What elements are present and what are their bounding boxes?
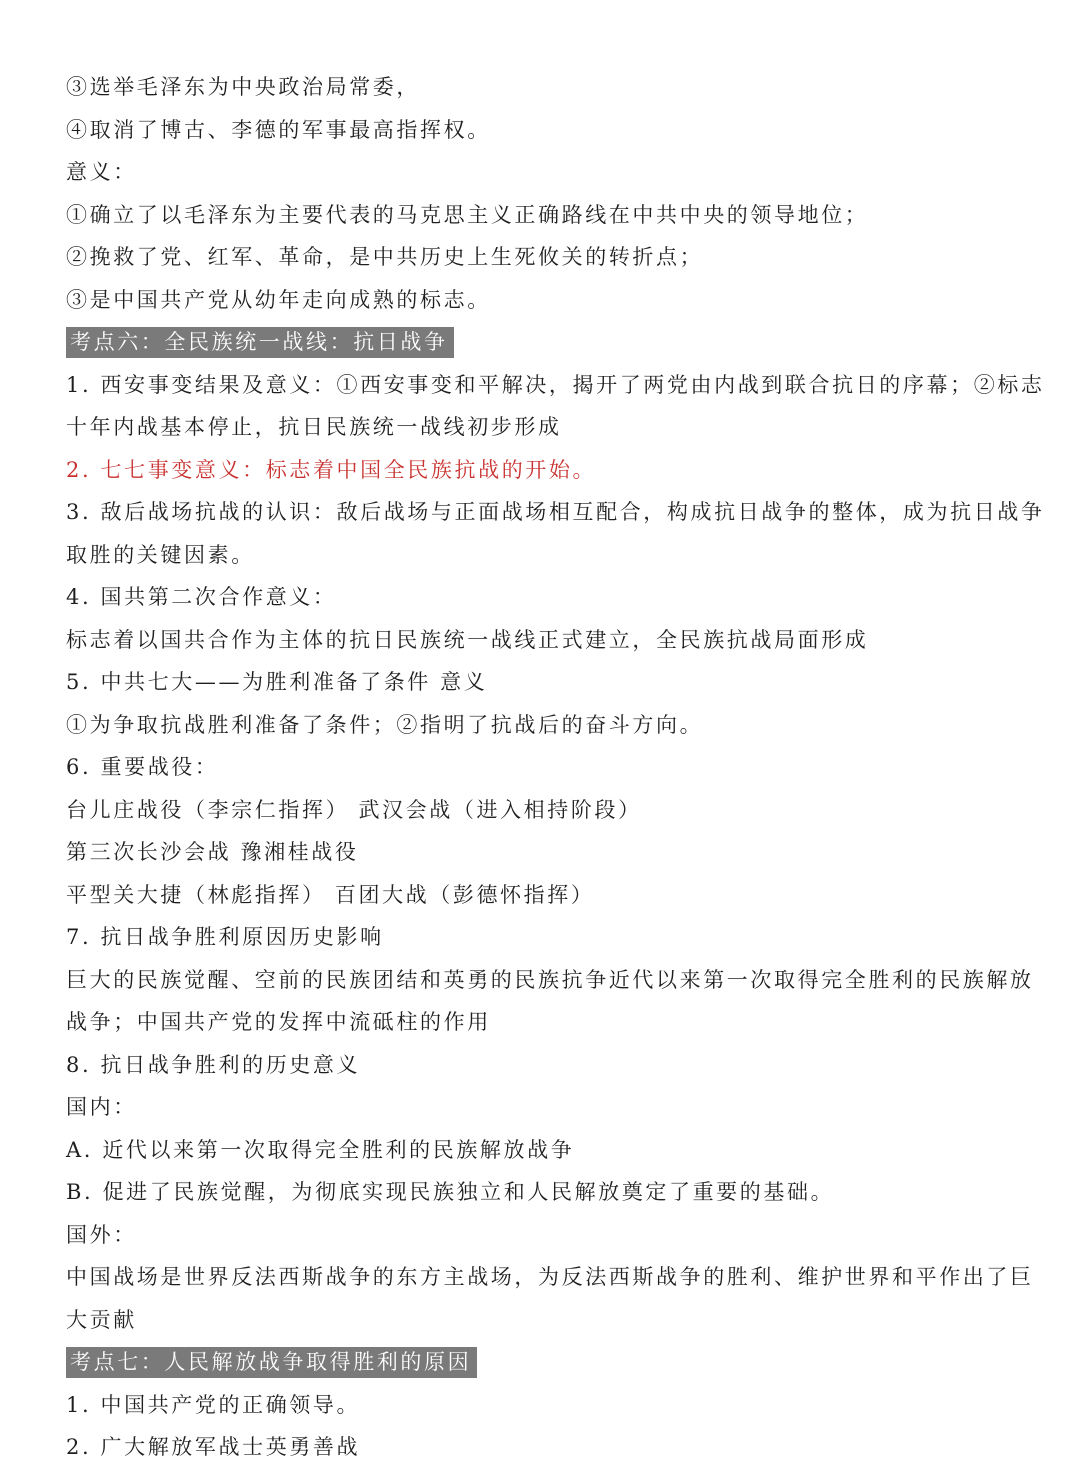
text-line: 平型关大捷（林彪指挥） 百团大战（彭德怀指挥）	[66, 882, 595, 907]
text-line: 5. 中共七大——为胜利准备了条件 意义	[66, 670, 488, 694]
text-line: ①为争取抗战胜利准备了条件；②指明了抗战后的奋斗方向。	[66, 712, 704, 737]
section-heading-6: 考点六：全民族统一战线：抗日战争	[66, 327, 454, 358]
text-line: 7. 抗日战争胜利原因历史影响	[66, 925, 384, 949]
text-line: 8. 抗日战争胜利的历史意义	[66, 1052, 361, 1077]
text-line: 台儿庄战役（李宗仁指挥） 武汉会战（进入相持阶段）	[66, 797, 642, 822]
text-line: 1. 西安事变结果及意义：①西安事变和平解决，揭开了两党由内战到联合抗日的序幕；②标志	[66, 372, 1045, 397]
text-line: 国外：	[66, 1222, 137, 1247]
text-line: 大贡献	[66, 1307, 137, 1332]
text-line: ③是中国共产党从幼年走向成熟的标志。	[66, 287, 491, 312]
text-line: ④取消了博古、李德的军事最高指挥权。	[66, 117, 491, 142]
text-line: 标志着以国共合作为主体的抗日民族统一战线正式建立，全民族抗战局面形成	[66, 627, 869, 652]
highlighted-text-line: 2. 七七事变意义：标志着中国全民族抗战的开始。	[66, 457, 597, 482]
text-line: A. 近代以来第一次取得完全胜利的民族解放战争	[66, 1137, 575, 1162]
text-line: 意义：	[66, 160, 137, 184]
text-line: 第三次长沙会战 豫湘桂战役	[66, 840, 359, 864]
text-line: 3. 敌后战场抗战的认识：敌后战场与正面战场相互配合，构成抗日战争的整体，成为抗日战争	[66, 500, 1045, 524]
text-line: 中国战场是世界反法西斯战争的东方主战场，为反法西斯战争的胜利、维护世界和平作出了巨	[66, 1265, 1034, 1289]
text-line: ③选举毛泽东为中央政治局常委，	[66, 75, 420, 99]
text-line: 十年内战基本停止，抗日民族统一战线初步形成	[66, 415, 562, 439]
document-page	[66, 66, 1045, 1459]
text-line: 国内：	[66, 1095, 137, 1119]
text-line: 巨大的民族觉醒、空前的民族团结和英勇的民族抗争近代以来第一次取得完全胜利的民族解放	[66, 967, 1034, 992]
text-line: 6. 重要战役：	[66, 755, 219, 779]
text-line: ②挽救了党、红军、革命，是中共历史上生死攸关的转折点；	[66, 245, 704, 269]
text-line: B. 促进了民族觉醒，为彻底实现民族独立和人民解放奠定了重要的基础。	[66, 1180, 835, 1204]
text-line: 取胜的关键因素。	[66, 542, 255, 567]
text-line: 4. 国共第二次合作意义：	[66, 585, 337, 609]
partial-text-line: 2. 广大解放军战士英勇善战	[66, 1435, 361, 1459]
text-line: 战争；中国共产党的发挥中流砥柱的作用	[66, 1010, 491, 1034]
text-line: ①确立了以毛泽东为主要代表的马克思主义正确路线在中共中央的领导地位；	[66, 202, 869, 227]
section-heading-7: 考点七：人民解放战争取得胜利的原因	[66, 1347, 477, 1378]
section-heading-row	[66, 1341, 1026, 1384]
text-line: 1. 中国共产党的正确领导。	[66, 1392, 361, 1417]
section-heading-row	[66, 321, 1026, 364]
